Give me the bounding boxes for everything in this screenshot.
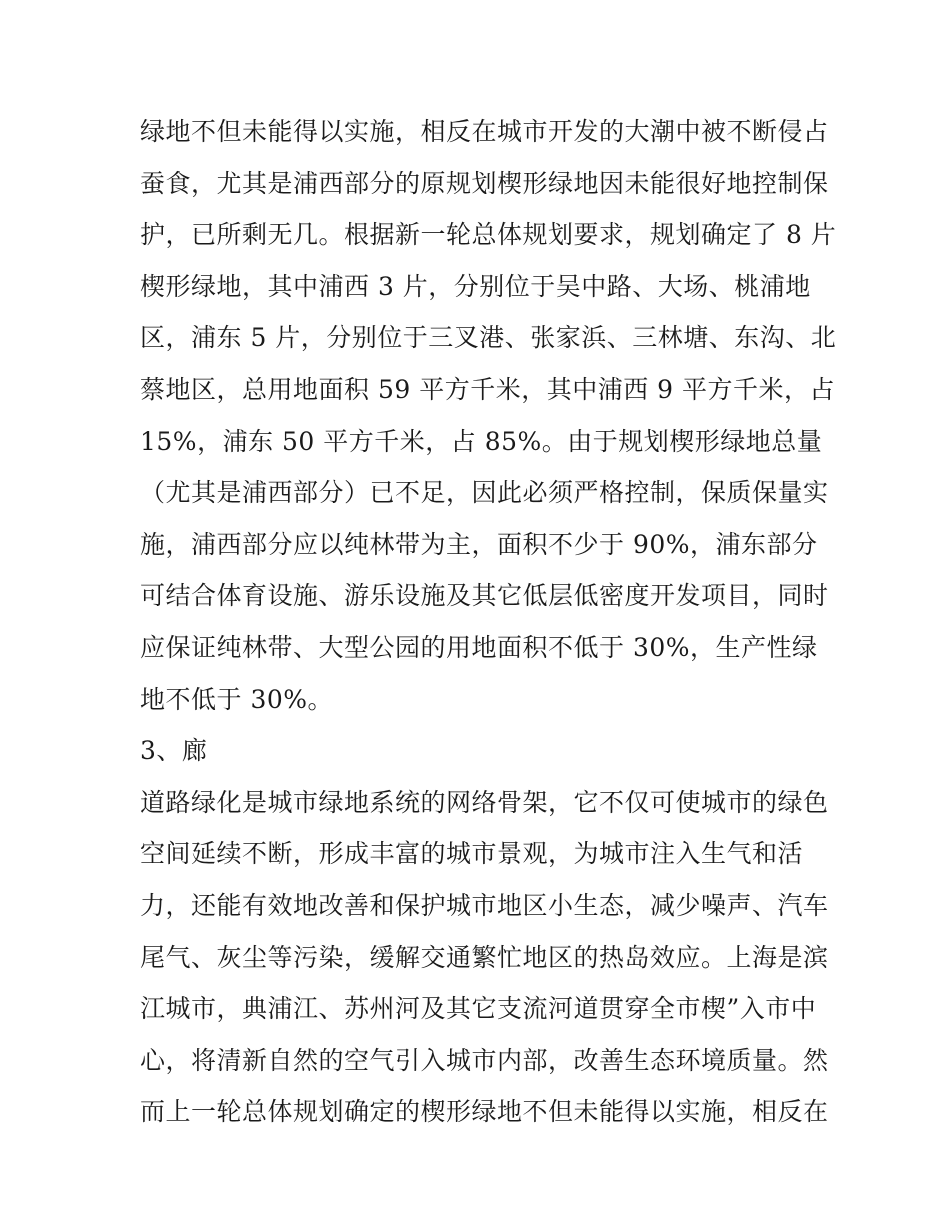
text-line: 空间延续不断，形成丰富的城市景观，为城市注入生气和活 (140, 839, 804, 869)
text-line: 尾气、灰尘等污染，缓解交通繁忙地区的热岛效应。上海是滨 (140, 942, 829, 972)
text-line: 楔形绿地，其中浦西 3 片，分别位于吴中路、大场、桃浦地 (140, 271, 811, 301)
text-line: 应保证纯林带、大型公园的用地面积不低于 30%，生产性绿 (140, 632, 818, 662)
text-line: 15%，浦东 50 平方千米，占 85%。由于规划楔形绿地总量 (140, 426, 823, 456)
text-line: 施，浦西部分应以纯林带为主，面积不少于 90%，浦东部分 (140, 529, 818, 559)
text-line: 区，浦东 5 片，分别位于三叉港、张家浜、三林塘、东沟、北 (140, 323, 837, 353)
text-line: （尤其是浦西部分）已不足，因此必须严格控制，保质保量实 (140, 478, 829, 508)
text-line: 绿地不但未能得以实施，相反在城市开发的大潮中被不断侵占 (140, 117, 829, 146)
text-line: 力，还能有效地改善和保护城市地区小生态，减少噪声、汽车 (140, 890, 829, 920)
body-text (140, 106, 837, 1138)
text-line: 地不低于 30%。 (140, 684, 334, 714)
text-line: 心，将清新自然的空气引入城市内部，改善生态环境质量。然 (140, 1045, 829, 1075)
text-line: 道路绿化是城市绿地系统的网络骨架，它不仅可使城市的绿色 (140, 787, 829, 817)
text-line: 蔡地区，总用地面积 59 平方千米，其中浦西 9 平方千米，占 (140, 374, 836, 404)
text-line: 江城市，典浦江、苏州河及其它支流河道贯穿全市楔”入市中 (140, 994, 817, 1024)
text-line: 可结合体育设施、游乐设施及其它低层低密度开发项目，同时 (140, 581, 829, 611)
section-heading: 3、廊 (140, 736, 208, 766)
text-line: 护，已所剩无几。根据新一轮总体规划要求，规划确定了 8 片 (140, 220, 837, 250)
text-line: 蚕食，尤其是浦西部分的原规划楔形绿地因未能很好地控制保 (140, 168, 829, 198)
text-line: 而上一轮总体规划确定的楔形绿地不但未能得以实施，相反在 (140, 1097, 829, 1127)
